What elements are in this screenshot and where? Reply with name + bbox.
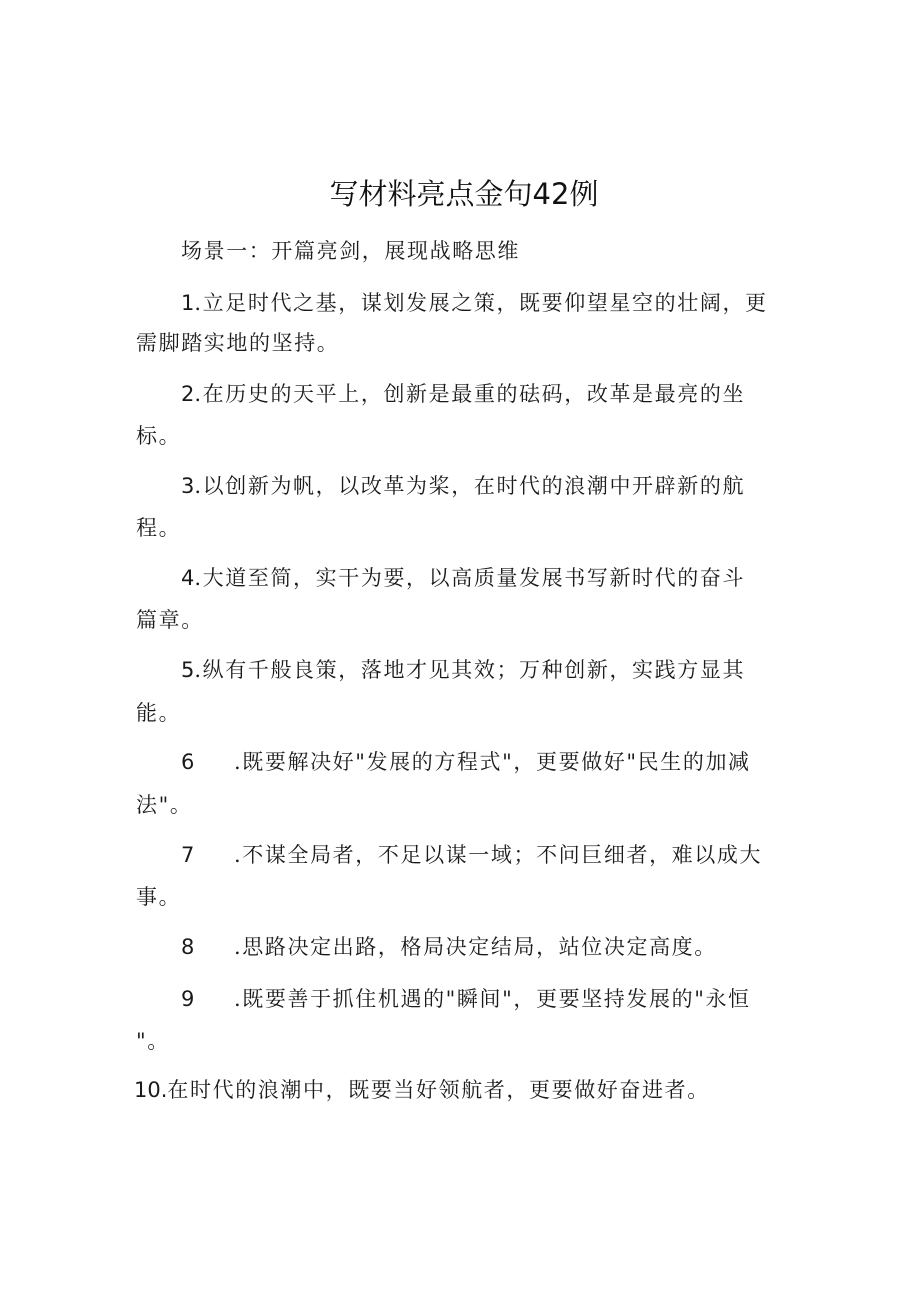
- item-9-line2: "。: [136, 1029, 170, 1053]
- item-1-number: 1: [181, 291, 195, 315]
- item-10-line1: [134, 1074, 710, 1104]
- item-6-line2: 法"。: [136, 793, 193, 817]
- item-3-number: 3: [181, 474, 195, 498]
- item-4-text: .大道至简，实干为要，以高质量发展书写新时代的奋斗: [194, 566, 746, 590]
- item-9-number: 9: [181, 987, 195, 1011]
- item-1-line1: [181, 287, 768, 317]
- item-4-line1: [181, 562, 745, 592]
- item-2-number: 2: [181, 382, 195, 406]
- item-6-number: 6: [181, 750, 195, 774]
- item-7-line2: 事。: [136, 885, 182, 909]
- item-10-number: 10.: [134, 1078, 168, 1102]
- item-2-line1: [181, 378, 745, 408]
- item-4-line2: 篇章。: [136, 608, 204, 632]
- item-8-line1: [181, 931, 717, 961]
- item-2-text: .在历史的天平上，创新是最重的砝码，改革是最亮的坐: [194, 382, 746, 406]
- item-4-number: 4: [181, 566, 195, 590]
- item-5-line1: [181, 654, 745, 684]
- item-7-text: .不谋全局者，不足以谋一域；不问巨细者，难以成大: [234, 843, 763, 867]
- item-3-text: .以创新为帆，以改革为桨，在时代的浪潮中开辟新的航: [194, 474, 746, 498]
- item-6-line1: [181, 746, 751, 776]
- item-5-number: 5: [181, 658, 195, 682]
- item-8-number: 8: [181, 935, 195, 959]
- item-9-line1: [181, 983, 751, 1013]
- item-1-text: .立足时代之基，谋划发展之策，既要仰望星空的壮阔，更: [194, 291, 768, 315]
- item-5-line2: 能。: [136, 701, 182, 725]
- item-2-line2: 标。: [136, 424, 182, 448]
- item-3-line2: 程。: [136, 516, 182, 540]
- item-6-text: .既要解决好"发展的方程式"，更要做好"民生的加减: [234, 750, 751, 774]
- item-10-text: 在时代的浪潮中，既要当好领航者，更要做好奋进者。: [167, 1078, 710, 1102]
- item-5-text: .纵有千般良策，落地才见其效；万种创新，实践方显其: [194, 658, 746, 682]
- item-1-line2: 需脚踏实地的坚持。: [136, 331, 340, 355]
- document-title: 写材料亮点金句42例: [329, 177, 599, 211]
- item-7-line1: [181, 839, 762, 869]
- item-7-number: 7: [181, 843, 195, 867]
- item-3-line1: [181, 470, 745, 500]
- item-9-text: .既要善于抓住机遇的"瞬间"，更要坚持发展的"永恒: [234, 987, 751, 1011]
- section-heading: 场景一：开篇亮剑，展现战略思维: [181, 239, 520, 263]
- item-8-text: .思路决定出路，格局决定结局，站位决定高度。: [234, 935, 717, 959]
